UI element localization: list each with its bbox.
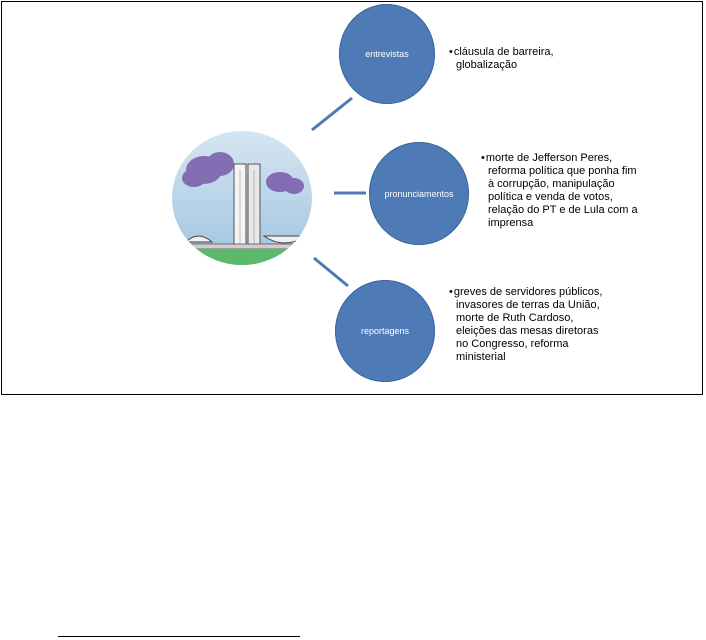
note-reportagens	[448, 286, 608, 364]
note-item: • greves de servidores públicos, invasores de terras da União, morte de Ruth Cardoso, eleições das mesas diretoras no Congresso, reforma ministerial	[456, 286, 608, 364]
connector-reportagens	[314, 258, 348, 286]
note-entrevistas	[448, 46, 578, 72]
note-item: • morte de Jefferson Peres, reforma política que ponha fim à corrupção, manipulação política e venda de votos, relação do PT e de Lula com a imprensa	[488, 152, 645, 230]
bubble-label: reportagens	[360, 326, 410, 336]
connector-entrevistas	[312, 98, 352, 130]
bubble-pronunciamentos	[369, 142, 469, 245]
diagram-frame	[1, 1, 703, 395]
note-item: • cláusula de barreira, globalização	[456, 46, 578, 72]
congress-illustration-icon	[172, 130, 312, 266]
bubble-entrevistas	[339, 4, 435, 104]
note-pronunciamentos	[480, 152, 645, 230]
bubble-label: pronunciamentos	[384, 188, 454, 199]
footnote-separator	[58, 636, 300, 637]
bubble-reportagens	[335, 280, 435, 382]
bubble-label: entrevistas	[365, 49, 409, 59]
